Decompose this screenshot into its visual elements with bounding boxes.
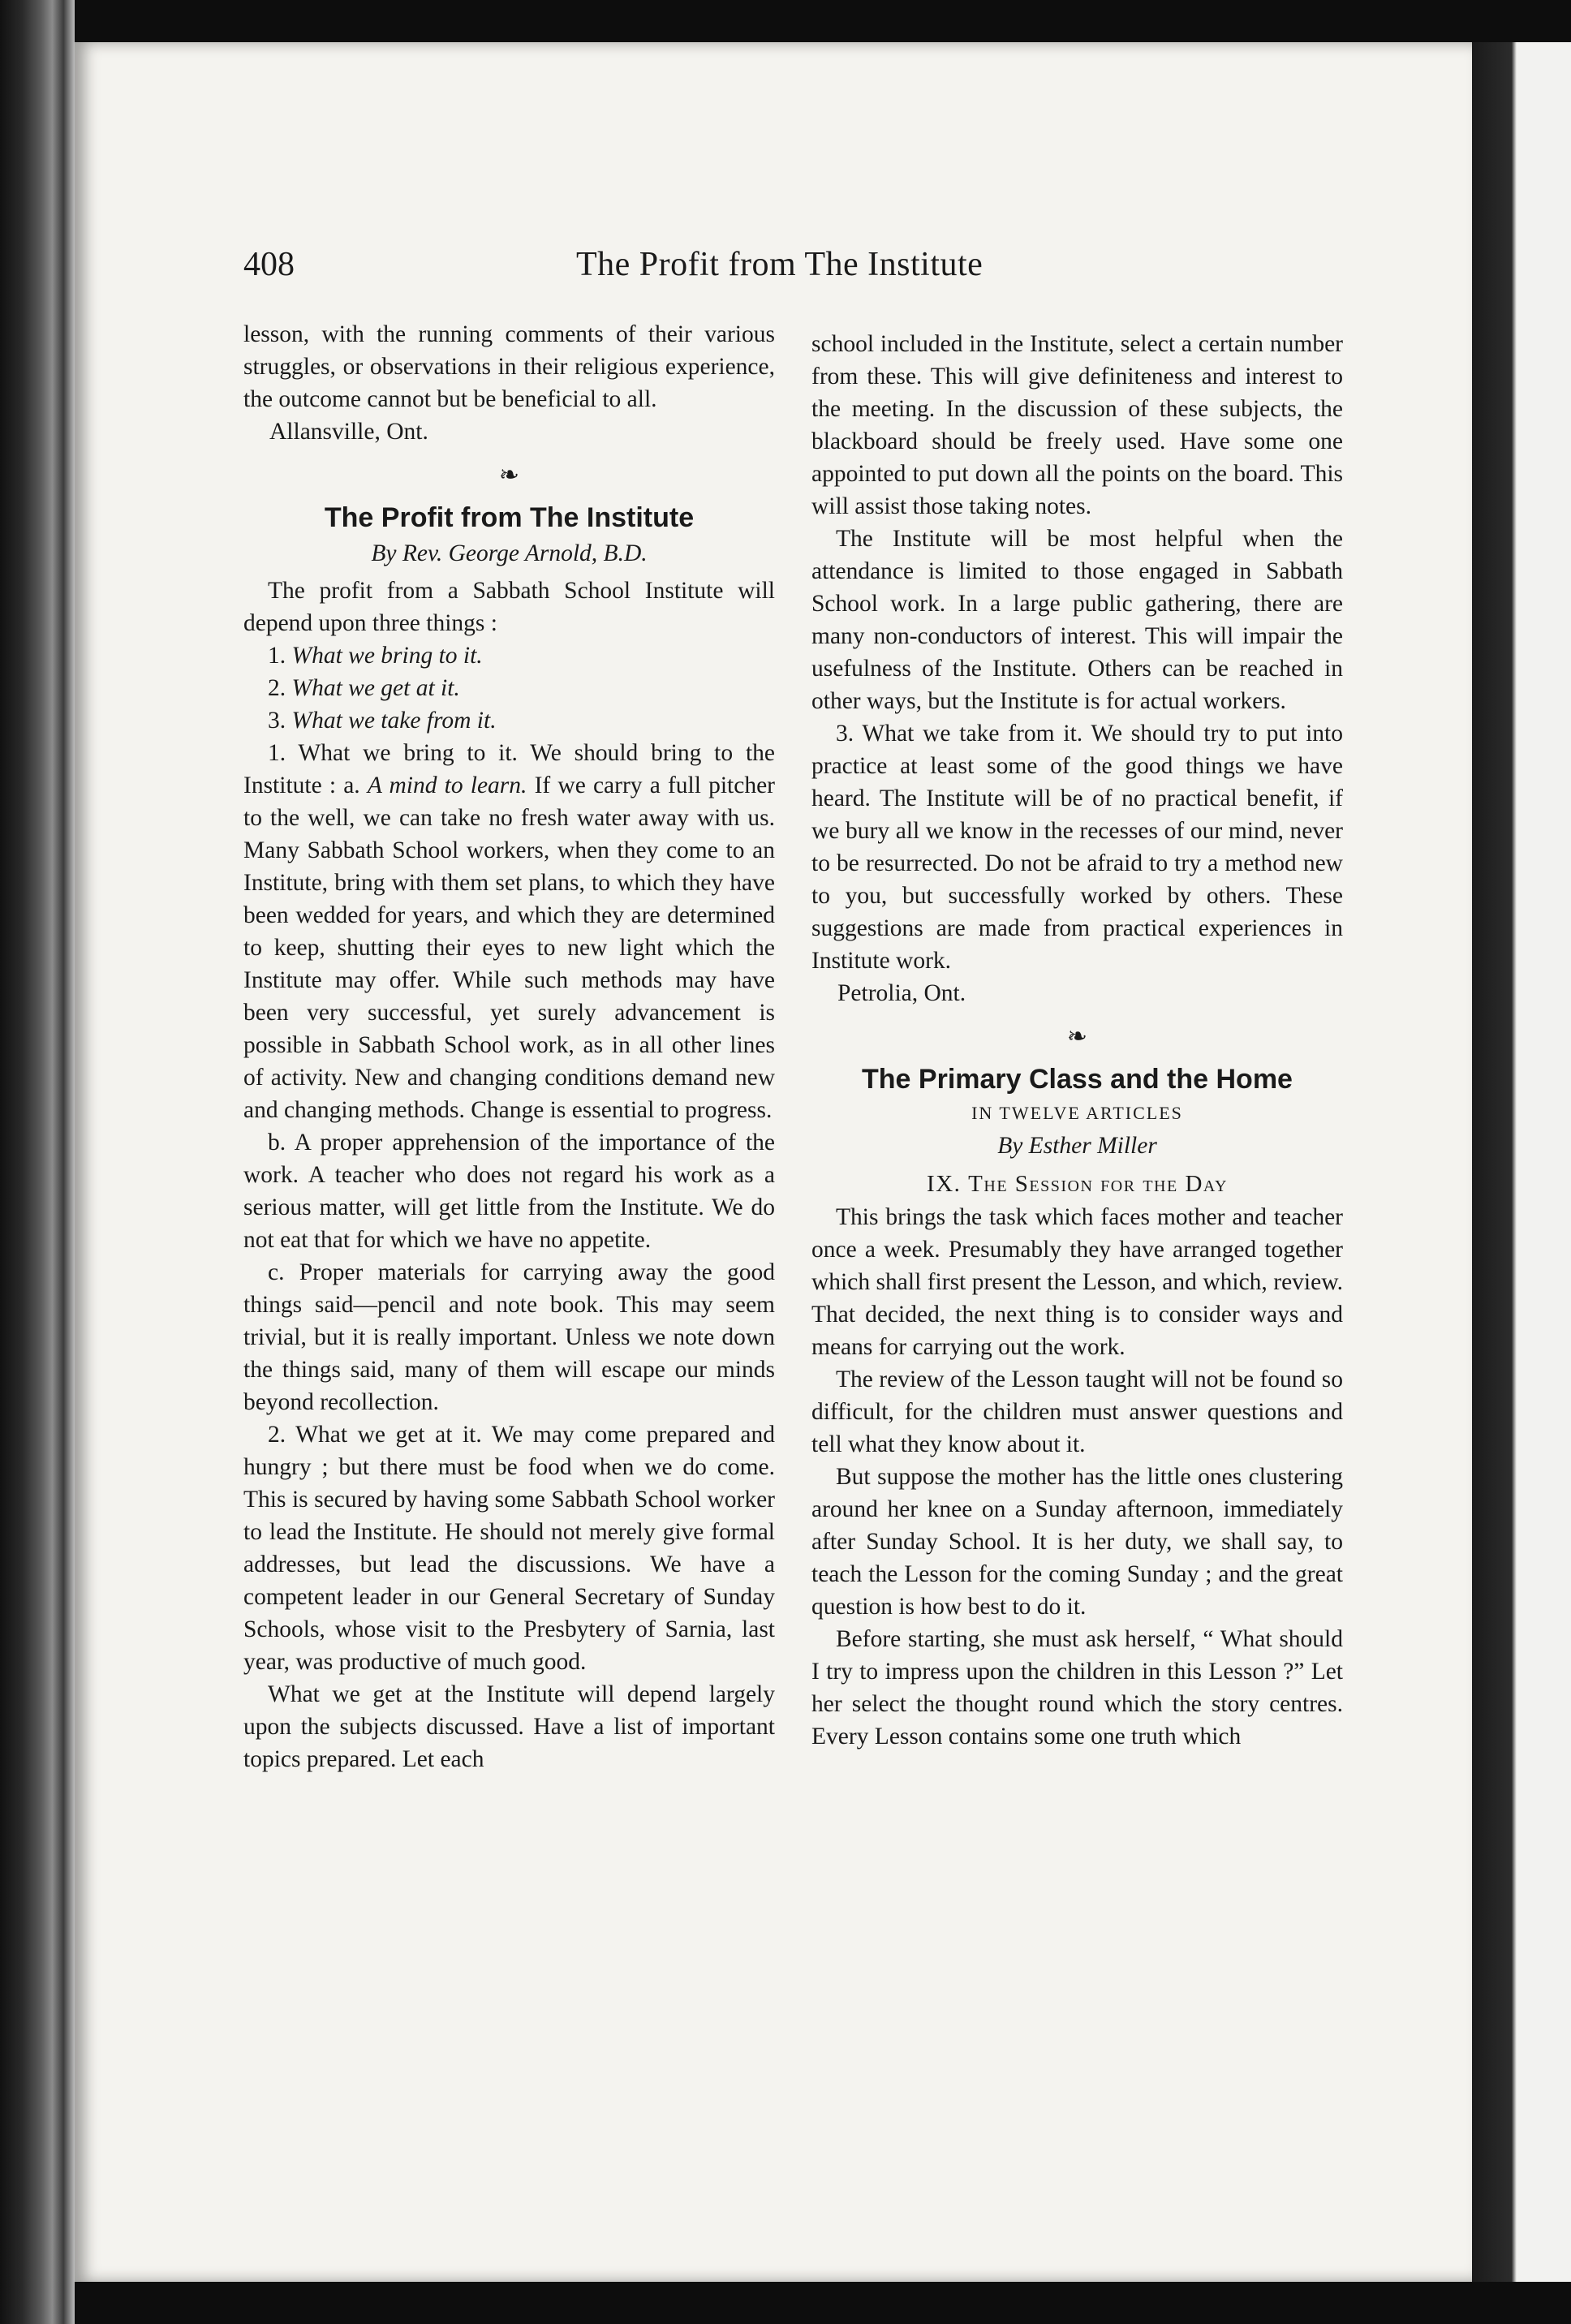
list-number: 3. <box>268 708 286 734</box>
body-paragraph: Before starting, she must ask herself, “ What should I try to impress upon the children in this Lesson ?” Let her select the thought round which the story centres. Every Lesson contains some one truth which <box>811 1626 1343 1749</box>
section-heading <box>811 1167 1343 1201</box>
emphasis-text: A mind to learn. <box>367 773 527 798</box>
continuation-paragraph: school included in the Institute, select a certain number from these. This will give definiteness and interest to the meeting. In the discussion of these subjects, the blackboard should be freely used. Have some one appointed to put down all the points on the board. This will assist those taking notes. <box>811 331 1343 519</box>
paragraph-rest: If we carry a full pitcher to the well, we can take no fresh water away with us. Many Sabbath School workers, when they come to an Institute, bring with them set plans, to which they have been wedded for years, and which they are determined to keep, shutting their eyes to new light which the Institute may offer. While such methods may have been very successful, yet surely advancement is possible in Sabbath School work, as in all other lines of activity. New and changing conditions demand new and changing methods. Change is essential to progress. <box>243 773 775 1123</box>
right-column <box>811 328 1343 1753</box>
list-item <box>243 639 775 672</box>
list-text: What we take from it. <box>291 708 497 734</box>
ornament-icon: ❧ <box>498 462 520 488</box>
body-paragraph <box>243 737 775 1126</box>
article-byline: By Rev. George Arnold, B.D. <box>371 540 648 566</box>
page-header <box>243 245 1055 294</box>
body-paragraph: c. Proper materials for carrying away the good things said—pencil and note book. This may seem trivial, but it is really important. Unless we note down the things said, many of them will escape our minds beyond recollection. <box>243 1259 775 1415</box>
ornament-icon: ❧ <box>1066 1023 1088 1050</box>
article-byline: By Esther Miller <box>997 1133 1157 1159</box>
place-signature: Petrolia, Ont. <box>837 980 966 1006</box>
body-paragraph: But suppose the mother has the little ones clustering around her knee on a Sunday afternoon, immediately after Sunday School. It is her duty, we shall say, to teach the Lesson for the coming Sunday ; and the great question is how best to do it. <box>811 1464 1343 1620</box>
body-paragraph: 2. What we get at it. We may come prepared and hungry ; but there must be food when we do come. This is secured by having some Sabbath School worker to lead the Institute. He should not merely give formal addresses, but lead the discussions. We have a competent leader in our General Secretary of Sunday Schools, whose visit to the Presbytery of Sarnia, last year, was productive of much good. <box>243 1422 775 1675</box>
book-binding-edge <box>0 0 75 2324</box>
list-number: 2. <box>268 675 286 701</box>
article-title: The Primary Class and the Home <box>862 1064 1293 1095</box>
list-text: What we bring to it. <box>291 643 483 669</box>
body-paragraph: This brings the task which faces mother and teacher once a week. Presumably they have arranged together which shall first present the Lesson, and which, review. That decided, the next thing is to consider ways and means for carrying out the work. <box>811 1204 1343 1360</box>
running-title: The Profit from The Institute <box>576 246 983 283</box>
list-text: What we get at it. <box>291 675 460 701</box>
place-signature: Allansville, Ont. <box>269 419 428 445</box>
intro-paragraph: The profit from a Sabbath School Institute will depend upon three things : <box>243 578 775 636</box>
body-paragraph: The Institute will be most helpful when the attendance is limited to those engaged in Sabbath School work. In a large public gathering, there are many non-conductors of interest. This will impair the usefulness of the Institute. Others can be reached in other ways, but the Institute is for actual workers. <box>811 526 1343 714</box>
body-paragraph: The review of the Lesson taught will not be found so difficult, for the children must answer questions and tell what they know about it. <box>811 1366 1343 1457</box>
facing-page-edge <box>1472 42 1571 2282</box>
page-number: 408 <box>243 246 295 283</box>
section-number: IX. <box>927 1171 962 1197</box>
section-title: The Session for the Day <box>968 1171 1228 1197</box>
continuation-paragraph: lesson, with the running comments of their various struggles, or observations in their religious experience, the outcome cannot but be beneficial to all. <box>243 321 775 412</box>
list-number: 1. <box>268 643 286 669</box>
list-item <box>243 704 775 737</box>
series-subtitle: IN TWELVE ARTICLES <box>971 1103 1183 1123</box>
body-paragraph: b. A proper apprehension of the importance of the work. A teacher who does not regard his work as a serious matter, will get little from the Institute. We do not eat that for which we have no appetite. <box>243 1130 775 1253</box>
body-paragraph: What we get at the Institute will depend largely upon the subjects discussed. Have a list of important topics prepared. Let each <box>243 1681 775 1772</box>
body-paragraph: 3. What we take from it. We should try to put into practice at least some of the good things we have heard. The Institute will be of no practical benefit, if we bury all we know in the recesses of our mind, never to be resurrected. Do not be afraid to try a method new to you, but successfully worked by others. These suggestions are made from practical experiences in Institute work. <box>811 721 1343 974</box>
list-item <box>243 672 775 704</box>
article-title: The Profit from The Institute <box>324 502 695 533</box>
left-column <box>243 318 775 1775</box>
paragraph-lead: 1. What we bring to it. We should bring to the Institute : a. <box>243 740 775 798</box>
